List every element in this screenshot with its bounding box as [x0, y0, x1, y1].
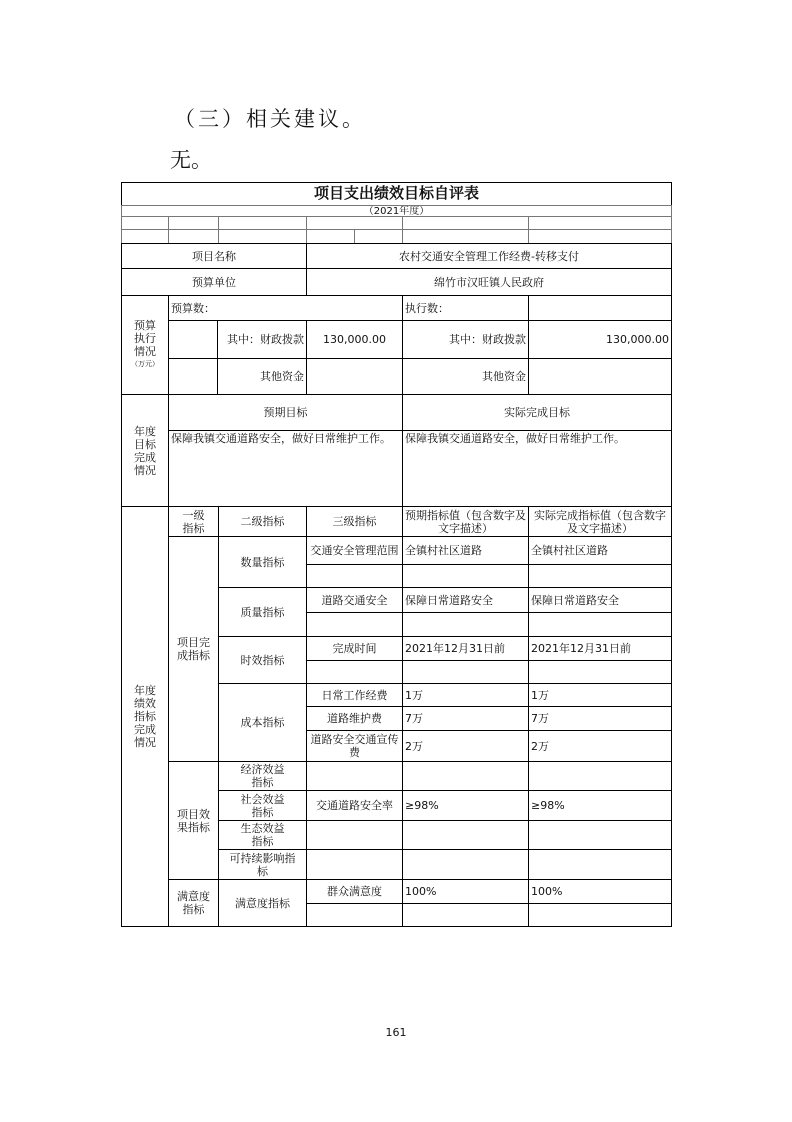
budget-unit-value: 绵竹市汉旺镇人民政府 [306, 268, 672, 296]
spacer-cell [402, 216, 529, 230]
eco-benefit-label [218, 820, 307, 850]
empty-cell [402, 849, 529, 880]
budget-execution-label [121, 295, 169, 395]
empty-cell [528, 660, 672, 684]
exec-count-label: 执行数： [402, 295, 529, 321]
sustainability-label [218, 849, 307, 880]
other-budget-label: 其他资金 [217, 358, 307, 395]
performance-indicator-label [121, 506, 169, 927]
time-actual: 2021年12月31日前 [528, 636, 672, 661]
cost-item-actual: 1万 [528, 683, 672, 707]
cost-item-expected: 1万 [402, 683, 529, 707]
annual-goal-text: 年度目标完成情况 [134, 424, 156, 477]
satisfaction-item: 群众满意度 [306, 879, 403, 904]
spacer-cell [354, 229, 403, 244]
economic-benefit-text: 经济效益指标 [240, 763, 285, 789]
spacer-cell [306, 216, 403, 230]
time-expected: 2021年12月31日前 [402, 636, 529, 661]
effect-indicator-text: 项目效果指标 [177, 807, 210, 834]
empty-cell [306, 564, 403, 588]
header-level2: 二级指标 [218, 506, 307, 537]
quantity-expected: 全镇村社区道路 [402, 536, 529, 565]
page-number: 161 [385, 1026, 407, 1039]
exec-count-value [528, 295, 672, 321]
empty-cell [306, 820, 403, 850]
empty-cell [306, 612, 403, 637]
table-title: 项目支出绩效目标自评表 [121, 182, 672, 206]
completion-indicator-label [168, 536, 219, 762]
other-exec-value [528, 358, 672, 395]
empty-cell [402, 660, 529, 684]
header-level1 [168, 506, 219, 537]
social-actual: ≥98% [528, 790, 672, 821]
other-budget-value [306, 358, 403, 395]
empty-cell [306, 849, 403, 880]
empty-cell [528, 849, 672, 880]
social-benefit-label [218, 790, 307, 821]
spacer-cell [218, 216, 307, 230]
satisfaction-l2-label: 满意度指标 [218, 879, 307, 927]
empty-cell [402, 820, 529, 850]
satisfaction-indicator-label [168, 879, 219, 927]
cost-item-name: 道路维护费 [306, 706, 403, 731]
spacer-cell [121, 229, 169, 244]
fiscal-budget-value: 130,000.00 [306, 320, 403, 359]
budget-count-label: 预算数： [168, 295, 403, 321]
cost-item-name: 日常工作经费 [306, 683, 403, 707]
expected-goal-label: 预期目标 [168, 394, 403, 431]
budget-unit-label: 预算单位 [121, 268, 307, 296]
spacer-cell [528, 229, 672, 244]
empty-cell [306, 660, 403, 684]
header-expected: 预期指标值（包含数字及文字描述） [402, 506, 529, 537]
section-body-text: 无。 [170, 148, 212, 172]
cost-item-name: 道路安全交通宣传费 [306, 730, 403, 762]
empty-cell [528, 903, 672, 927]
satisfaction-actual: 100% [528, 879, 672, 904]
sustainability-text: 可持续影响指标 [229, 851, 296, 878]
header-level3: 三级指标 [306, 506, 403, 537]
spacer-cell [306, 229, 355, 244]
header-level1-text: 一级指标 [182, 508, 205, 535]
eco-benefit-text: 生态效益指标 [240, 822, 285, 848]
budget-execution-text: 预算执行情况 [134, 319, 156, 358]
fiscal-exec-label: 其中：财政拨款 [402, 320, 529, 359]
quantity-indicator-label: 数量指标 [218, 536, 307, 588]
empty-cell [528, 761, 672, 791]
empty-cell [528, 564, 672, 588]
cost-item-actual: 7万 [528, 706, 672, 731]
other-spacer [168, 358, 218, 395]
quantity-actual: 全镇村社区道路 [528, 536, 672, 565]
time-item: 完成时间 [306, 636, 403, 661]
empty-cell [528, 820, 672, 850]
spacer-cell [168, 229, 219, 244]
social-item: 交通道路安全率 [306, 790, 403, 821]
time-indicator-label: 时效指标 [218, 636, 307, 684]
social-benefit-text: 社会效益指标 [240, 792, 285, 819]
quality-actual: 保障日常道路安全 [528, 587, 672, 613]
budget-unit-note: （万元） [131, 360, 159, 368]
completion-indicator-text: 项目完成指标 [177, 636, 210, 662]
quality-expected: 保障日常道路安全 [402, 587, 529, 613]
performance-indicator-text: 年度绩效指标完成情况 [134, 684, 156, 749]
cost-item-expected: 7万 [402, 706, 529, 731]
cost-item-actual: 2万 [528, 730, 672, 762]
fiscal-spacer [168, 320, 218, 359]
other-exec-label: 其他资金 [402, 358, 529, 395]
section-heading: （三）相关建议。 [174, 107, 366, 131]
expected-goal-value: 保障我镇交通道路安全，做好日常维护工作。 [168, 430, 403, 507]
quality-indicator-label: 质量指标 [218, 587, 307, 637]
fiscal-exec-value: 130,000.00 [528, 320, 672, 359]
effect-indicator-label [168, 761, 219, 880]
quality-item: 道路交通安全 [306, 587, 403, 613]
project-name-value: 农村交通安全管理工作经费-转移支付 [306, 243, 672, 269]
empty-cell [402, 903, 529, 927]
project-name-label: 项目名称 [121, 243, 307, 269]
header-actual: 实际完成指标值（包含数字及文字描述） [528, 506, 672, 537]
fiscal-budget-label: 其中：财政拨款 [217, 320, 307, 359]
cost-item-expected: 2万 [402, 730, 529, 762]
empty-cell [402, 612, 529, 637]
spacer-cell [121, 216, 169, 230]
empty-cell [402, 564, 529, 588]
empty-cell [306, 903, 403, 927]
satisfaction-expected: 100% [402, 879, 529, 904]
social-expected: ≥98% [402, 790, 529, 821]
economic-benefit-label [218, 761, 307, 791]
empty-cell [402, 761, 529, 791]
actual-goal-value: 保障我镇交通道路安全，做好日常维护工作。 [402, 430, 672, 507]
annual-goal-label [121, 394, 169, 507]
empty-cell [528, 612, 672, 637]
spacer-cell [218, 229, 307, 244]
spacer-cell [528, 216, 672, 230]
table-year: （2021年度） [121, 205, 672, 217]
empty-cell [306, 761, 403, 791]
spacer-cell [168, 216, 219, 230]
satisfaction-indicator-text: 满意度指标 [177, 890, 210, 916]
spacer-cell [402, 229, 529, 244]
quantity-item: 交通安全管理范围 [306, 536, 403, 565]
actual-goal-label: 实际完成目标 [402, 394, 672, 431]
cost-indicator-label: 成本指标 [218, 683, 307, 762]
